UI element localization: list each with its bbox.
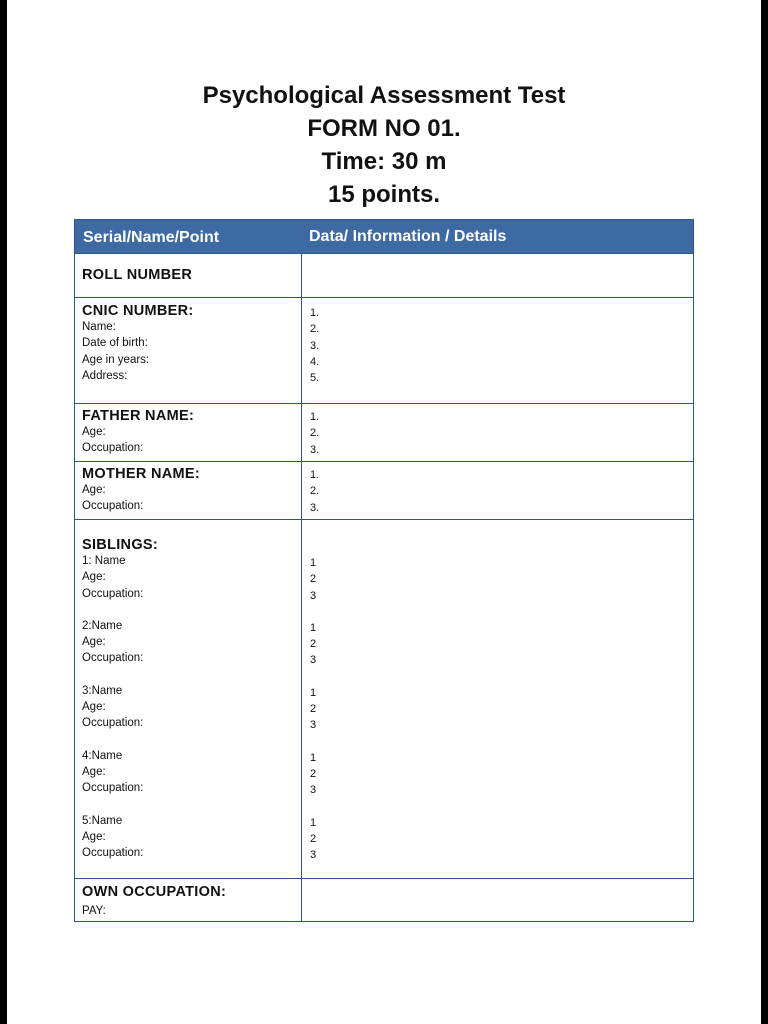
sibling-3-age-label: Age: — [82, 701, 106, 714]
pay-label: PAY: — [82, 905, 106, 917]
sibling-1-numbers — [310, 555, 693, 604]
sibling-4-name-label: 4:Name — [82, 749, 123, 762]
cnic-field-dob: Date of birth: — [82, 337, 148, 350]
own-occupation-row — [74, 879, 694, 922]
siblings-row — [74, 520, 694, 879]
sibling-1-labels — [82, 553, 301, 602]
siblings-data-field[interactable] — [302, 520, 693, 878]
cnic-num-4: 4. — [310, 355, 320, 368]
sibling-2-labels — [82, 618, 301, 667]
sibling-4-numbers — [310, 750, 693, 799]
mother-label: MOTHER NAME: — [82, 466, 200, 482]
roll-number-field[interactable] — [302, 254, 693, 297]
roll-number-row — [74, 254, 694, 298]
cnic-num-1: 1. — [310, 307, 320, 319]
col1-header: Serial/Name/Point — [83, 229, 220, 246]
sibling-3-num-3: 3 — [310, 719, 317, 732]
sibling-5-numbers — [310, 815, 693, 864]
form-header — [0, 80, 768, 211]
father-row — [74, 404, 694, 462]
sibling-3-labels — [82, 683, 301, 732]
mother-num-2: 2. — [310, 485, 320, 498]
sibling-3-name-label: 3:Name — [82, 684, 123, 697]
sibling-5-num-1: 1 — [310, 816, 317, 829]
sibling-5-occupation-label: Occupation: — [82, 847, 144, 860]
cnic-label: CNIC NUMBER: — [82, 303, 194, 319]
sibling-5-num-3: 3 — [310, 849, 317, 862]
cnic-data-field[interactable] — [302, 298, 693, 403]
sibling-5-labels — [82, 813, 301, 862]
mother-data-field[interactable] — [302, 462, 693, 519]
mother-num-1: 1. — [310, 469, 320, 481]
father-field-age: Age: — [82, 426, 106, 438]
sibling-3-num-1: 1 — [310, 686, 317, 699]
roll-number-label: ROLL NUMBER — [82, 267, 193, 283]
sibling-5-age-label: Age: — [82, 830, 106, 843]
page-title: Psychological Assessment Test — [202, 82, 566, 109]
sibling-1-num-3: 3 — [310, 589, 317, 602]
cnic-field-name: Name: — [82, 321, 116, 333]
sibling-2-num-1: 1 — [310, 621, 317, 634]
sibling-4-labels — [82, 748, 301, 797]
form-number: FORM NO 01. — [307, 115, 461, 142]
sibling-4-num-1: 1 — [310, 751, 317, 764]
sibling-2-age-label: Age: — [82, 636, 106, 649]
father-num-1: 1. — [310, 411, 320, 423]
sibling-2-name-label: 2:Name — [82, 619, 123, 632]
sibling-5-name-label: 5:Name — [82, 814, 123, 827]
cnic-num-5: 5. — [310, 372, 320, 385]
sibling-5-num-2: 2 — [310, 832, 317, 845]
sibling-1-num-2: 2 — [310, 573, 317, 586]
own-occupation-label: OWN OCCUPATION: — [82, 884, 227, 900]
sibling-1-name-label: 1: Name — [82, 555, 126, 567]
sibling-4-num-3: 3 — [310, 784, 317, 797]
cnic-field-address: Address: — [82, 369, 128, 382]
mother-field-age: Age: — [82, 484, 106, 496]
sibling-4-num-2: 2 — [310, 767, 317, 780]
father-field-occupation: Occupation: — [82, 442, 144, 455]
mother-field-occupation: Occupation: — [82, 500, 144, 513]
sibling-1-num-1: 1 — [310, 557, 317, 569]
sibling-4-age-label: Age: — [82, 765, 106, 778]
sibling-1-occupation-label: Occupation: — [82, 587, 144, 600]
own-occupation-field[interactable] — [302, 879, 693, 921]
sibling-2-num-2: 2 — [310, 638, 317, 651]
time-limit: Time: 30 m — [321, 148, 447, 175]
sibling-3-num-2: 2 — [310, 703, 317, 716]
points-total: 15 points. — [327, 181, 441, 208]
father-num-2: 2. — [310, 427, 320, 440]
sibling-4-occupation-label: Occupation: — [82, 782, 144, 795]
table-header — [74, 219, 694, 254]
mother-row — [74, 462, 694, 520]
cnic-row — [74, 298, 694, 404]
father-label: FATHER NAME: — [82, 408, 195, 424]
sibling-2-num-3: 3 — [310, 654, 317, 667]
father-num-3: 3. — [310, 443, 320, 456]
siblings-label: SIBLINGS: — [82, 537, 159, 553]
cnic-num-3: 3. — [310, 339, 320, 352]
cnic-num-2: 2. — [310, 323, 320, 336]
col2-header: Data/ Information / Details — [309, 228, 507, 245]
sibling-3-numbers — [310, 685, 693, 734]
assessment-form-table — [74, 219, 694, 922]
sibling-3-occupation-label: Occupation: — [82, 717, 144, 730]
sibling-2-occupation-label: Occupation: — [82, 652, 144, 665]
sibling-1-age-label: Age: — [82, 571, 106, 584]
father-data-field[interactable] — [302, 404, 693, 461]
sibling-2-numbers — [310, 620, 693, 669]
mother-num-3: 3. — [310, 501, 320, 514]
cnic-field-age: Age in years: — [82, 353, 150, 366]
